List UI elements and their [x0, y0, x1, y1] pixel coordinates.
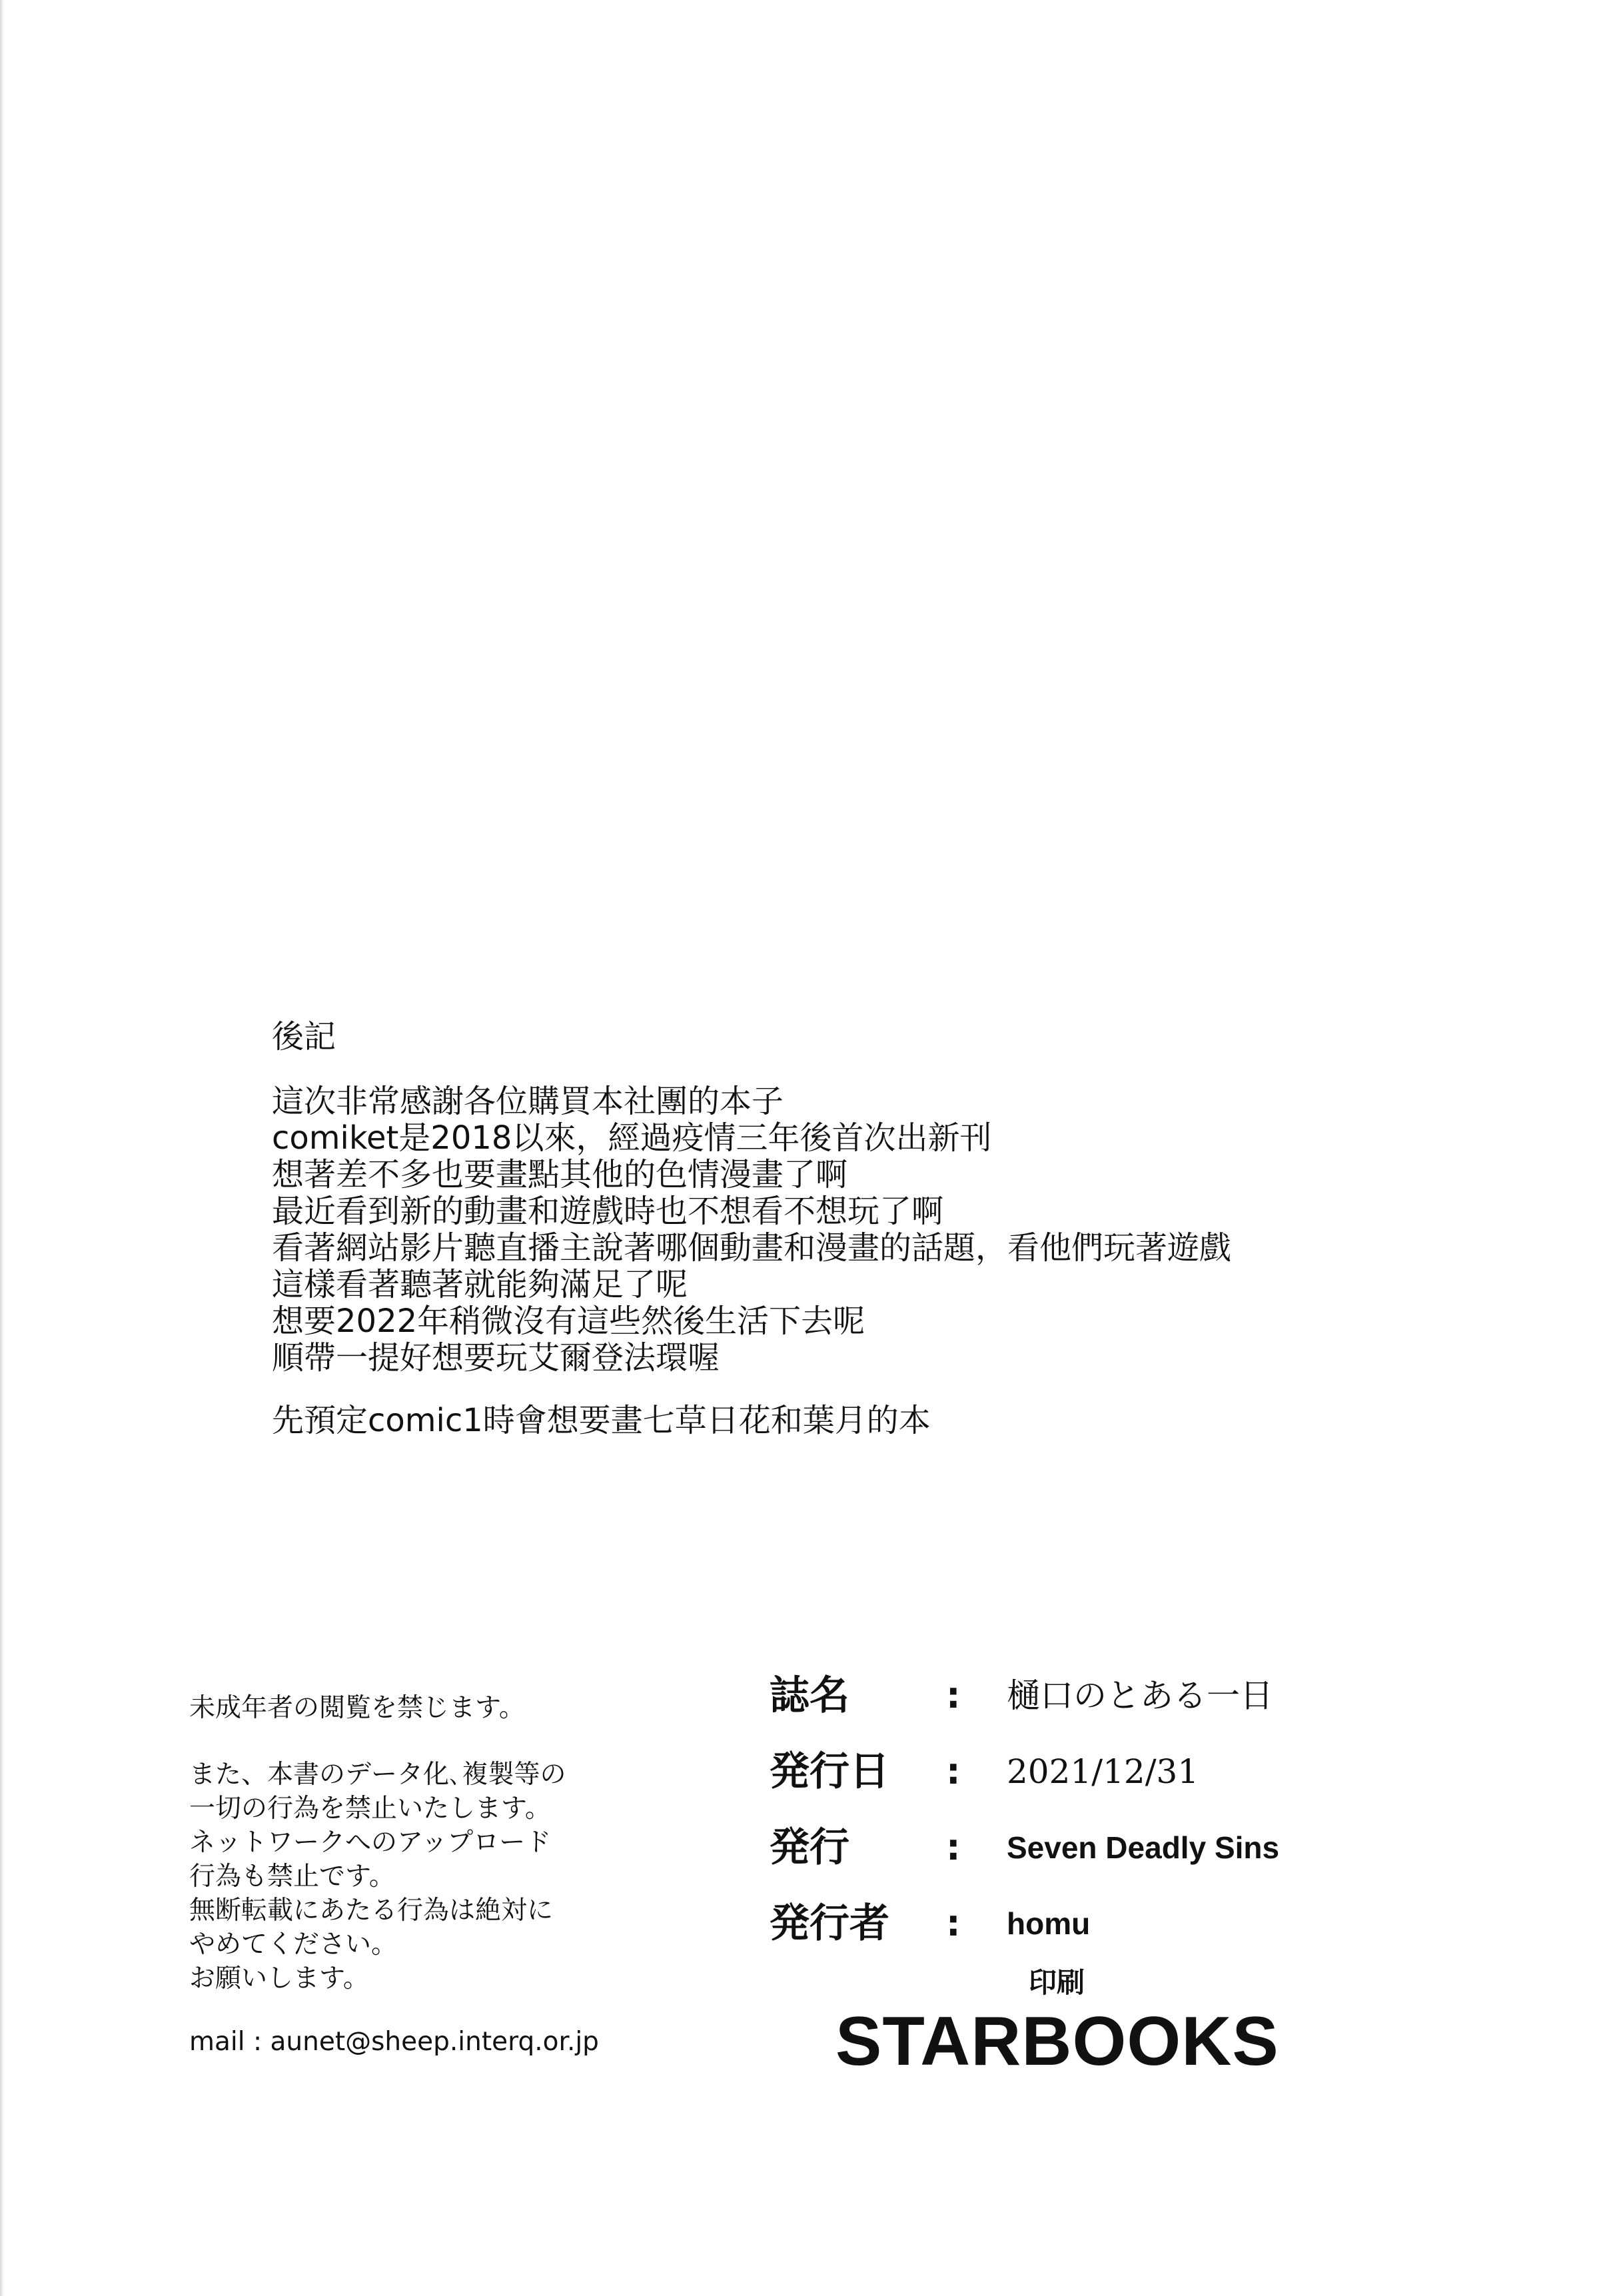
colophon-row-date: [770, 1742, 1436, 1818]
notice-line: ネットワークへのアップロード: [189, 1828, 552, 1858]
notice-line: お願いします。: [189, 1964, 369, 1994]
notice-line: 一切の行為を禁止いたします。: [189, 1794, 551, 1824]
afterword-line: 看著網站影片聽直播主說著哪個動畫和漫畫的話題，看他們玩著遊戲: [272, 1229, 1232, 1267]
notice-line: やめてください。: [189, 1930, 398, 1960]
scan-edge: [0, 0, 4, 2296]
contact-mail: mail : aunet@sheep.interq.or.jp: [189, 2027, 599, 2057]
colophon-label: 発行日: [770, 1748, 889, 1795]
afterword-line: 順帶一提好想要玩艾爾登法環喔: [272, 1339, 720, 1377]
notice-line: 無断転載にあたる行為は絶対に: [189, 1896, 554, 1926]
afterword-line: comiket是2018以來，經過疫情三年後首次出新刊: [272, 1119, 992, 1157]
afterword-note: 先預定comic1時會想要畫七草日花和葉月的本: [272, 1402, 931, 1439]
publish-date-value: 2021/12/31: [1007, 1752, 1199, 1791]
afterword-title: 後記: [272, 1018, 336, 1055]
notice-line: 行為も禁止です。: [189, 1862, 395, 1892]
afterword-section: [272, 1011, 1404, 1440]
colophon: [770, 1666, 1436, 1970]
afterword-line: 這次非常感謝各位購買本社團的本子: [272, 1083, 784, 1120]
afterword-line: 想要2022年稍微沒有這些然後生活下去呢: [272, 1303, 865, 1340]
colophon-separator: :: [946, 1750, 961, 1792]
colophon-label: 誌名: [770, 1672, 849, 1719]
colophon-separator: :: [946, 1902, 961, 1944]
afterword-lines: [272, 1083, 1404, 1377]
notice-body: [189, 1758, 696, 1996]
publisher-value: Seven Deadly Sins: [1007, 1830, 1280, 1865]
printer-label: 印刷: [1029, 1966, 1085, 1999]
colophon-row-publisher: [770, 1818, 1436, 1894]
colophon-row-title: [770, 1666, 1436, 1742]
age-restriction-notice: 未成年者の閲覧を禁じます。: [189, 1693, 525, 1723]
printer-name: STARBOOKS: [835, 2003, 1279, 2080]
afterword-line: 想著差不多也要畫點其他的色情漫畫了啊: [272, 1156, 848, 1193]
author-value: homu: [1007, 1906, 1091, 1941]
notice-line: また、本書のデータ化､複製等の: [189, 1760, 566, 1790]
colophon-separator: :: [946, 1674, 961, 1716]
colophon-row-author: [770, 1894, 1436, 1970]
colophon-label: 発行者: [770, 1900, 889, 1947]
afterword-line: 這樣看著聽著就能夠滿足了呢: [272, 1266, 688, 1303]
book-title-value: 樋口のとある一日: [1007, 1676, 1273, 1715]
colophon-label: 発行: [770, 1824, 849, 1871]
copyright-notice: [189, 1691, 696, 2059]
afterword-line: 最近看到新的動畫和遊戲時也不想看不想玩了啊: [272, 1193, 944, 1230]
colophon-separator: :: [946, 1826, 961, 1868]
